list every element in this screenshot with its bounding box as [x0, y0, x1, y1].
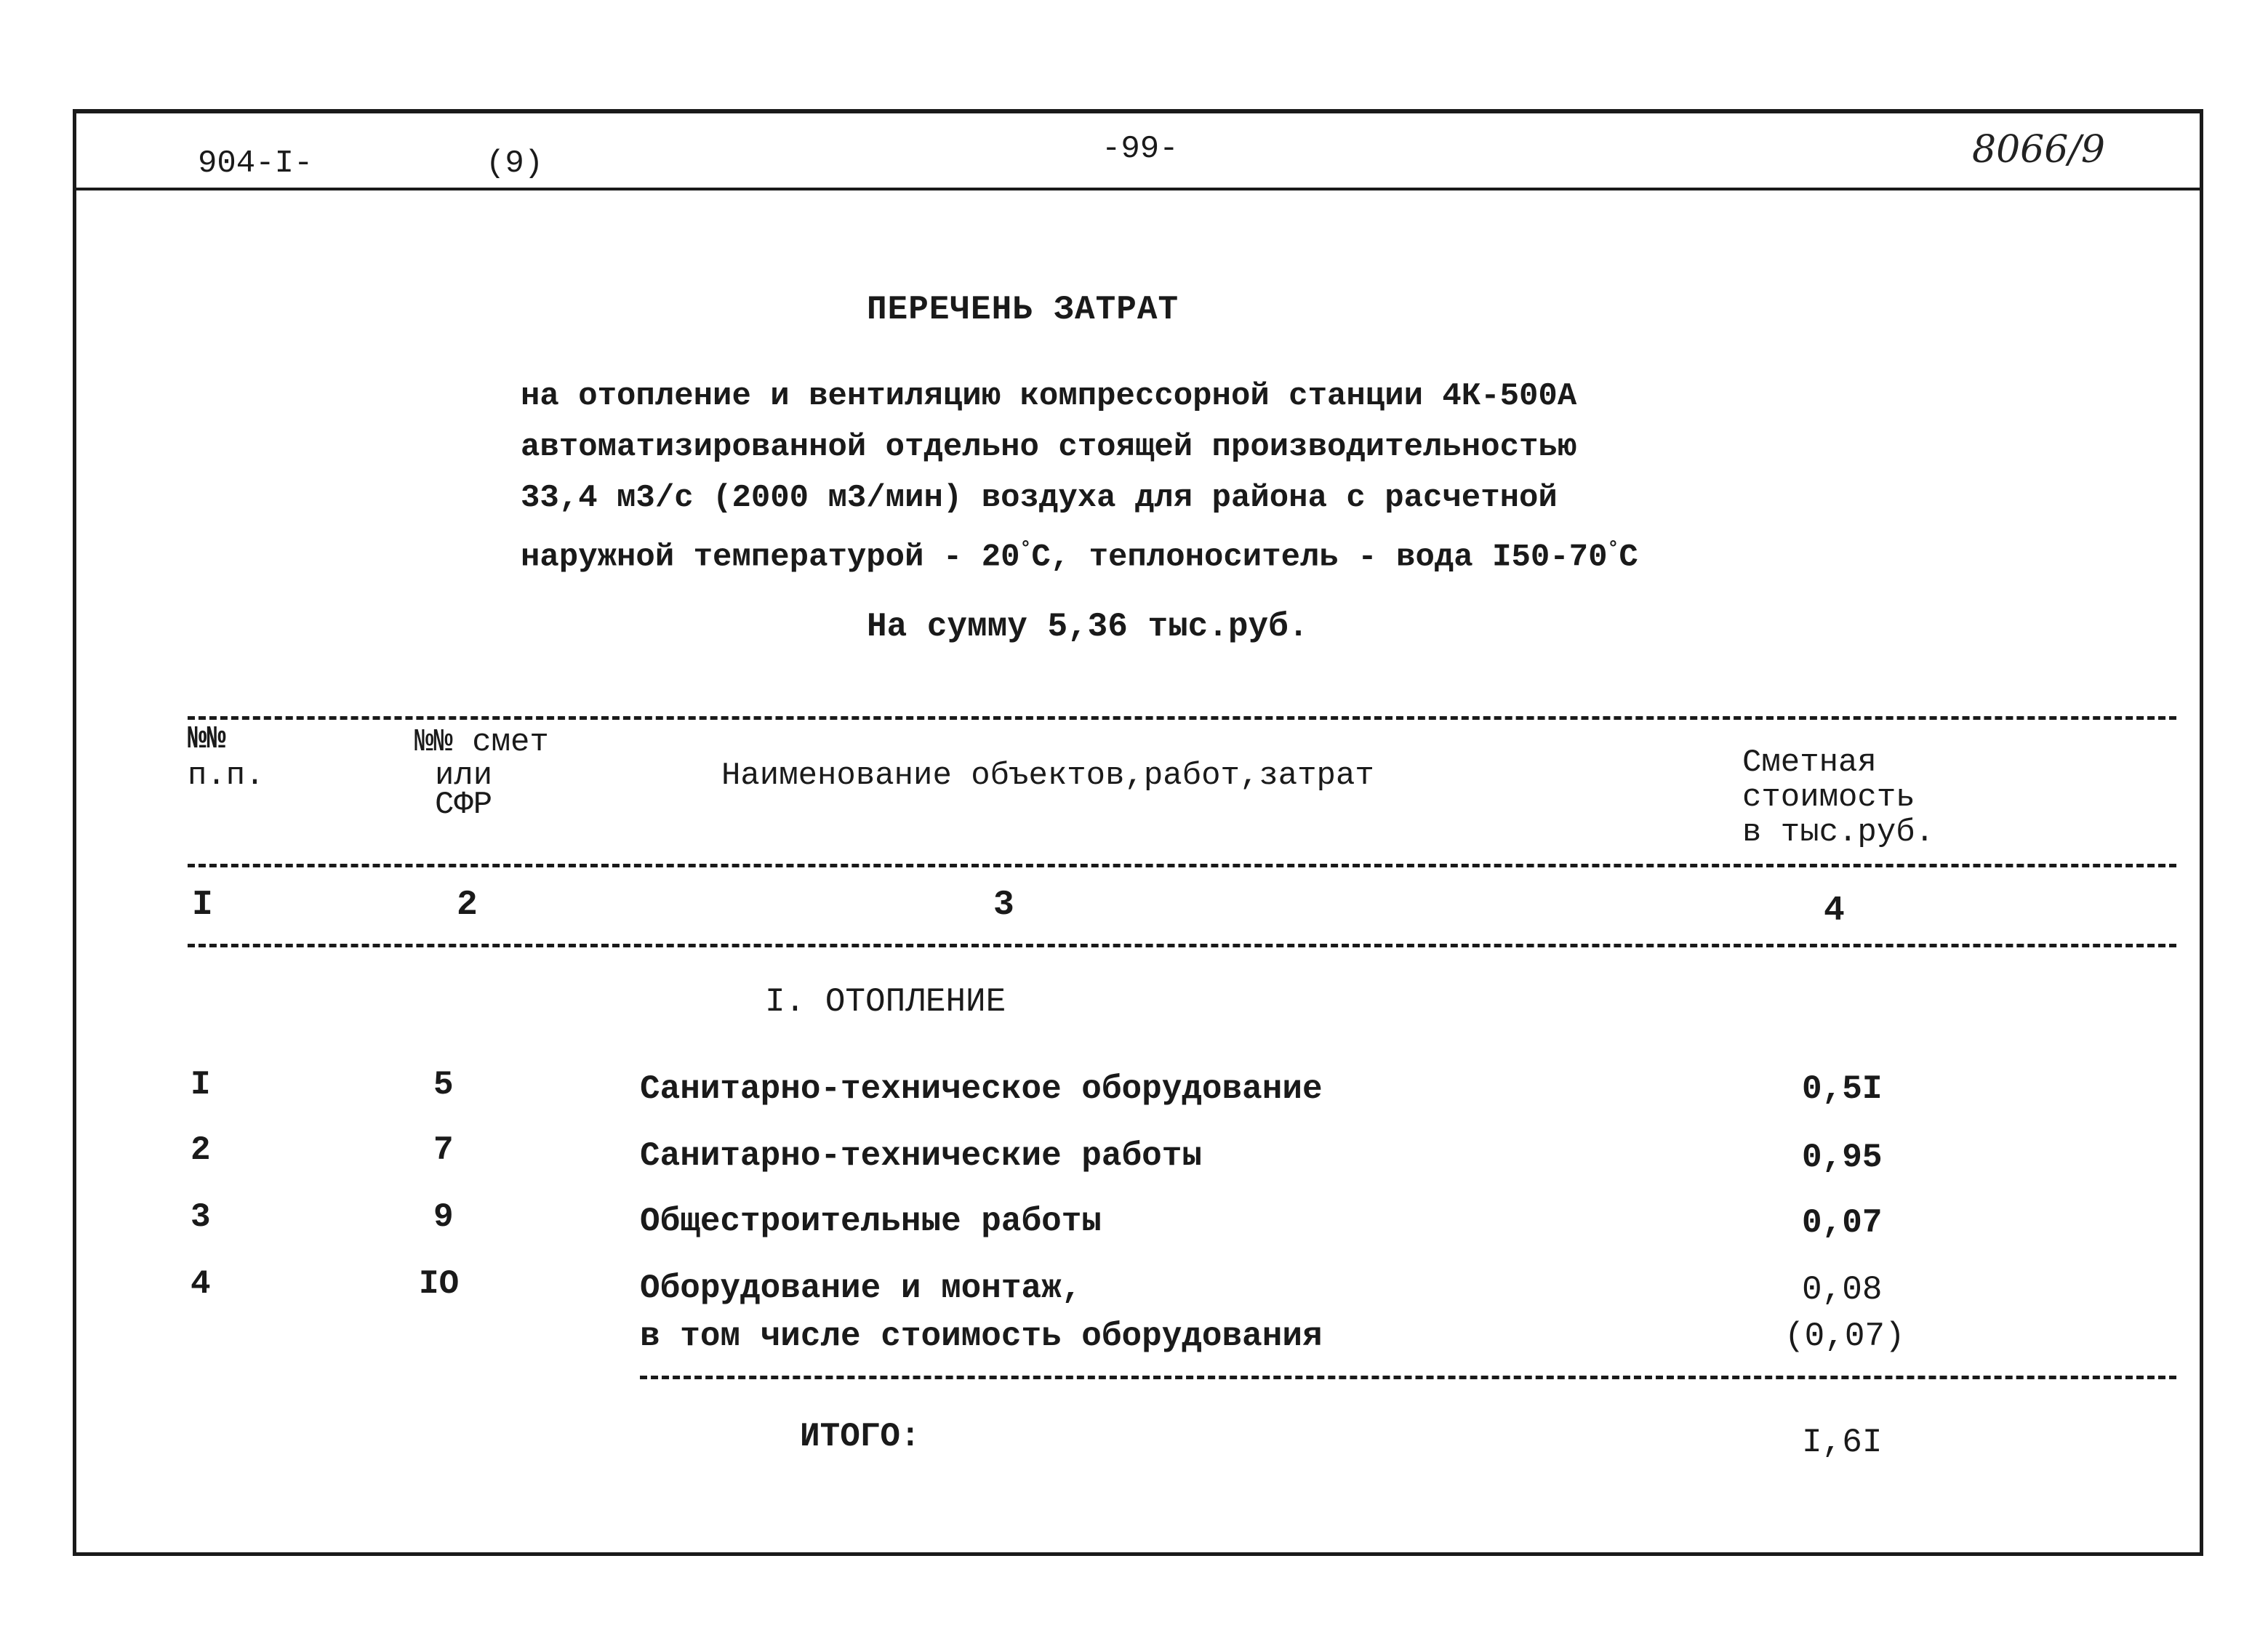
subtitle-line-2: автоматизированной отдельно стоящей производительностью	[521, 429, 1577, 465]
row-1-number: I	[191, 1066, 211, 1104]
col2-header-line2: или	[435, 758, 493, 794]
col2-header-line3: СФР	[435, 787, 493, 823]
document-title: ПЕРЕЧЕНЬ ЗАТРАТ	[867, 291, 1179, 329]
row-2-smeta: 7	[433, 1131, 454, 1169]
page-number: -99-	[1102, 131, 1179, 167]
subtitle-line-4: наружной температурой - 20°С, теплоноситель - вода I50-70°С	[521, 538, 1638, 576]
row-3-name: Общестроительные работы	[640, 1203, 1102, 1240]
total-label: ИТОГО:	[800, 1418, 921, 1456]
subtitle-line-3: 33,4 м3/с (2000 м3/мин) воздуха для района с расчетной	[521, 480, 1558, 516]
col4-header-line3: в тыс.руб.	[1742, 814, 1935, 851]
col4-header-line1: Сметная	[1742, 745, 1877, 781]
table-top-rule	[188, 716, 2176, 720]
row-4-name: Оборудование и монтаж,	[640, 1269, 1082, 1307]
row-3-cost: 0,07	[1802, 1204, 1883, 1242]
total-rule	[640, 1376, 2176, 1379]
col4-header-line2: стоимость	[1742, 779, 1915, 816]
row-4-subcost: (0,07)	[1784, 1317, 1905, 1355]
row-2-cost: 0,95	[1802, 1139, 1883, 1176]
column-number-3: 3	[993, 886, 1014, 925]
row-4-number: 4	[191, 1265, 211, 1303]
total-value: I,6I	[1802, 1424, 1883, 1461]
col2-header-line1: №№ смет	[414, 724, 549, 761]
header-bottom-rule	[188, 864, 2176, 867]
row-2-number: 2	[191, 1131, 211, 1169]
col1-header-line2: п.п.	[188, 758, 265, 794]
section-title: I. ОТОПЛЕНИЕ	[765, 983, 1006, 1021]
inventory-number: 8066/9	[1972, 128, 2105, 172]
header-rule	[73, 188, 2203, 190]
row-4-subname: в том числе стоимость оборудования	[640, 1317, 1323, 1355]
total-sum: На сумму 5,36 тыс.руб.	[867, 608, 1309, 646]
subtitle-line-1: на отопление и вентиляцию компрессорной станции 4К-500А	[521, 378, 1577, 414]
column-number-2: 2	[457, 886, 478, 925]
row-3-number: 3	[191, 1198, 211, 1236]
document-code: 904-I-	[198, 145, 313, 182]
row-2-name: Санитарно-технические работы	[640, 1137, 1202, 1175]
row-4-cost: 0,08	[1802, 1271, 1883, 1309]
col3-header: Наименование объектов,работ,затрат	[721, 758, 1374, 794]
row-1-name: Санитарно-техническое оборудование	[640, 1070, 1323, 1108]
row-1-smeta: 5	[433, 1066, 454, 1104]
row-3-smeta: 9	[433, 1198, 454, 1236]
column-number-4: 4	[1824, 891, 1845, 931]
row-4-smeta: IO	[419, 1265, 460, 1303]
col1-header-line1: №№	[188, 721, 226, 758]
numbers-bottom-rule	[188, 944, 2176, 947]
document-part: (9)	[486, 145, 544, 182]
row-1-cost: 0,5I	[1802, 1070, 1883, 1108]
column-number-1: I	[192, 886, 213, 925]
